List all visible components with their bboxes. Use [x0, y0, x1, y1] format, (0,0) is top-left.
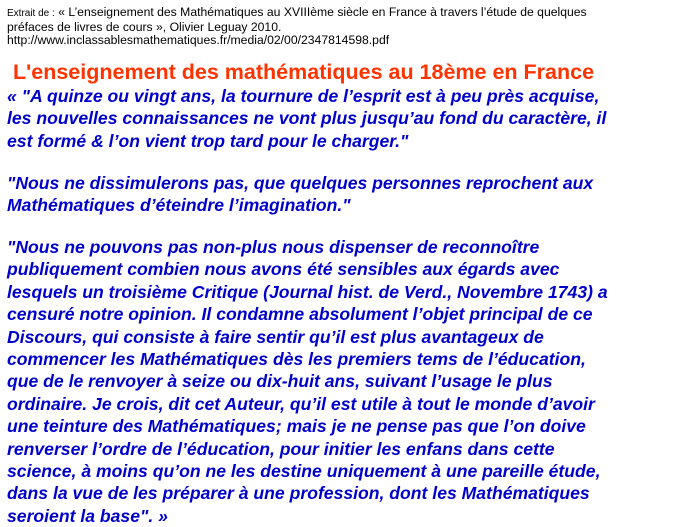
quote-paragraph [7, 172, 687, 217]
quote-line: les nouvelles connaissances ne vont plus jusqu’au fond du caractère, il [7, 108, 607, 129]
quote-line: une teinture des Mathématiques; mais je ne pense pas que l’on doive [7, 416, 586, 437]
quote-paragraph [7, 85, 687, 152]
quote-line: Mathématiques d’éteindre l’imagination." [7, 195, 351, 216]
source-reference-line1: « L’enseignement des Mathématiques au XVIIIème siècle en France à travers l’étude de quelques [54, 5, 587, 19]
quote-line: "Nous ne pouvons pas non-plus nous dispenser de reconnoître [7, 237, 540, 257]
source-url: http://www.inclassablesmathematiques.fr/media/02/00/2347814598.pdf [7, 33, 390, 48]
quote-line: renverser l’ordre de l’éducation, pour initier les enfans dans cette [7, 438, 555, 459]
quote-line: Discours, qui consiste à faire sentir qu’il est plus avantageux de [7, 326, 544, 347]
quote-line: commencer les Mathématiques dès les premiers tems de l’éducation, [7, 349, 586, 370]
quote-line: lesquels un troisième Critique (Journal hist. de Verd., Novembre 1743) a [7, 281, 608, 302]
quote-line: "Nous ne dissimulerons pas, que quelques personnes reprochent aux [7, 173, 594, 193]
quote-line: publiquement combien nous avons été sensibles aux égards avec [7, 259, 560, 280]
quote-line: « "A quinze ou vingt ans, la tournure de l’esprit est à peu près acquise, [7, 86, 600, 106]
source-label: Extrait de : [7, 8, 55, 19]
quote-paragraph [7, 236, 687, 527]
quote-line: que de le renvoyer à seize ou dix-huit ans, suivant l’usage le plus [7, 371, 553, 392]
quote-line: science, à moins qu’on ne les destine uniquement à une pareille étude, [7, 461, 601, 482]
source-citation [7, 6, 682, 48]
quote-line: dans la vue de les préparer à une profession, dont les Mathématiques [7, 483, 590, 504]
quote-line: seroient la base". » [7, 505, 168, 526]
quote-line: censuré notre opinion. Il condamne absolument l’objet principal de ce [7, 304, 593, 325]
quote-line: ordinaire. Je crois, dit cet Auteur, qu’il est utile à tout le monde d’avoir [7, 393, 595, 414]
quote-line: est formé & l’on vient trop tard pour le charger." [7, 130, 409, 151]
source-reference-line2: préfaces de livres de cours », Olivier Leguay 2010. [7, 19, 282, 34]
page-title: L'enseignement des mathématiques au 18ème en France [13, 60, 595, 84]
